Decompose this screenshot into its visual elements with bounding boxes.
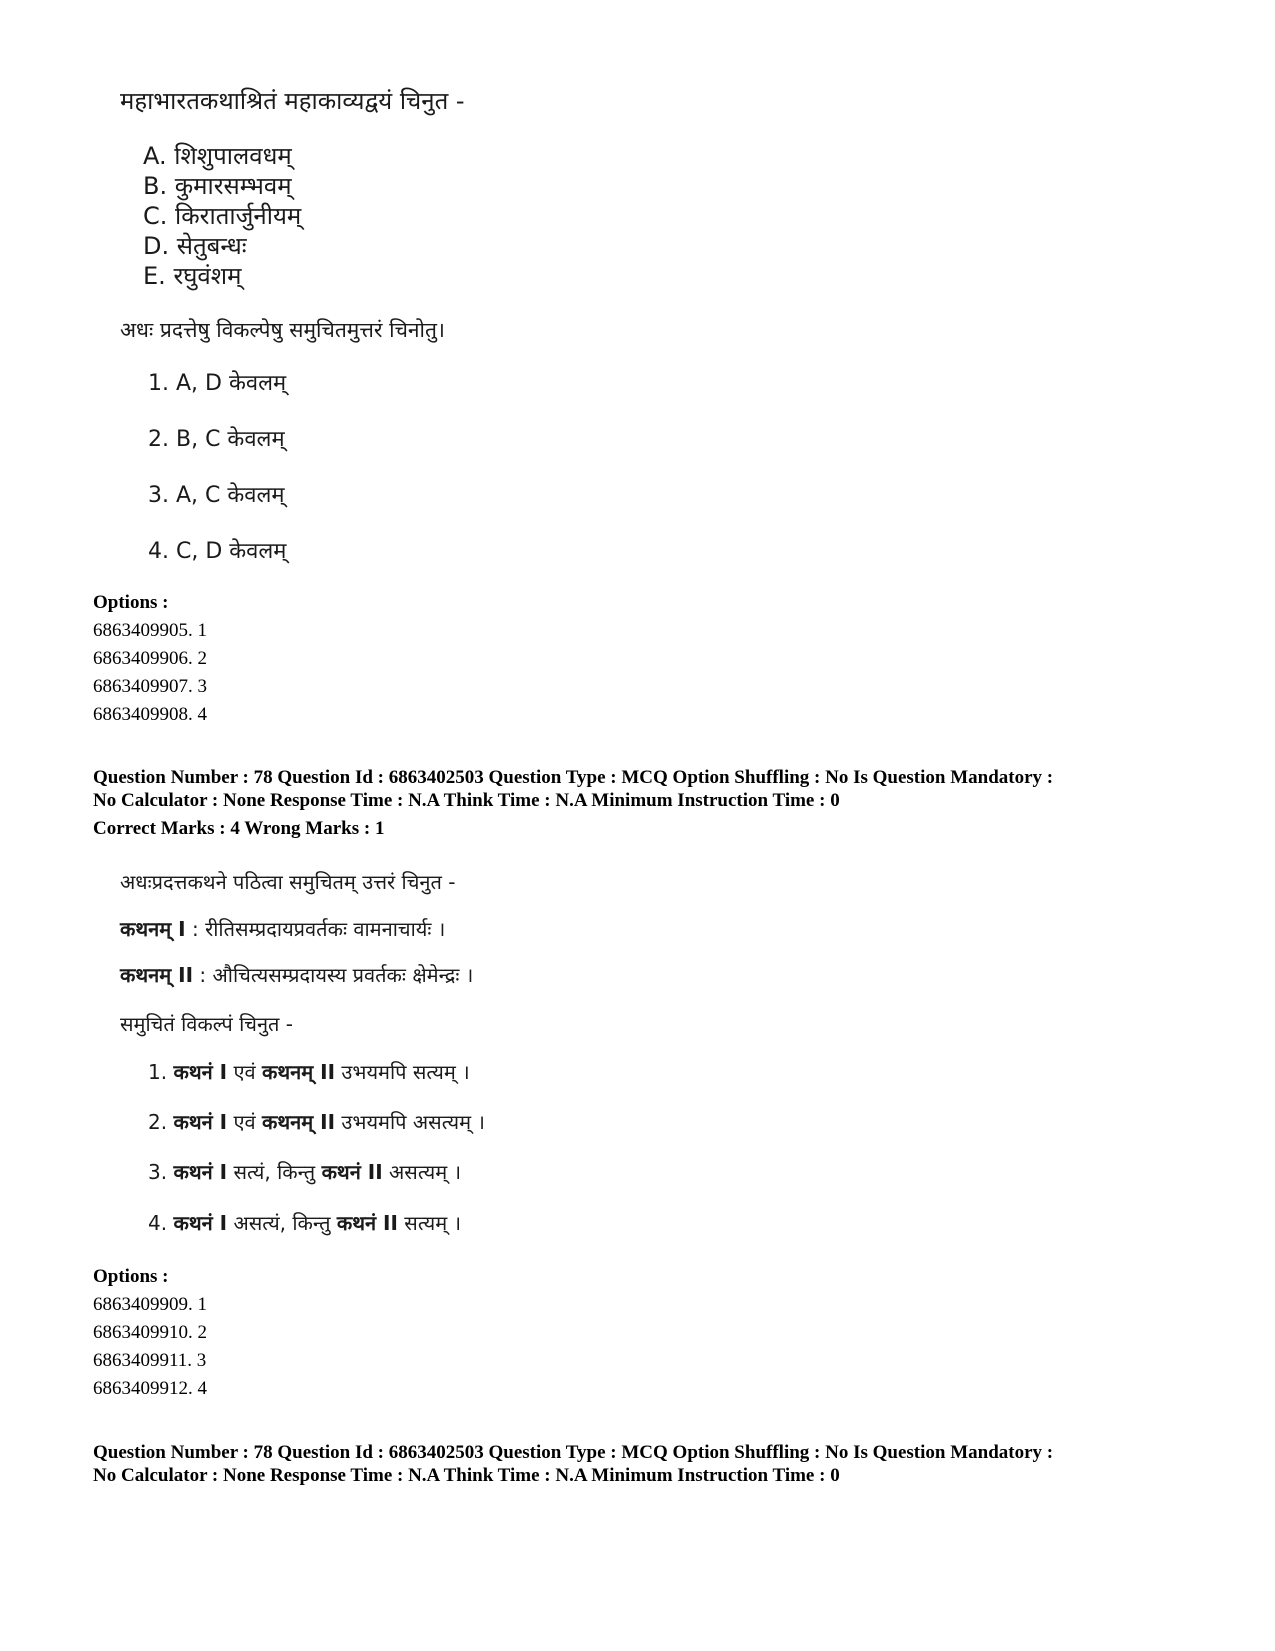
choice-2: 2. कथनं I एवं कथनम् II उभयमपि असत्यम् । <box>148 1110 485 1134</box>
question-meta-line1: Question Number : 78 Question Id : 6863402503 Question Type : MCQ Option Shuffling : No Is Question Mandatory : <box>93 1442 1054 1463</box>
option-id-1: 6863409905. 1 <box>93 620 207 641</box>
item-e: E. रघुवंशम् <box>143 262 242 290</box>
options-label: Options : <box>93 592 169 613</box>
choice-3: 3. कथनं I सत्यं, किन्तु कथनं II असत्यम् । <box>148 1160 462 1184</box>
choice-4: 4. C, D केवलम् <box>148 539 287 564</box>
item-a: A. शिशुपालवधम् <box>143 142 292 170</box>
statement-2: कथनम् II : औचित्यसम्प्रदायस्य प्रवर्तकः क्षेमेन्द्रः । <box>120 963 474 987</box>
choice-1: 1. कथनं I एवं कथनम् II उभयमपि सत्यम् । <box>148 1060 470 1084</box>
instruction: समुचितं विकल्पं चिनुत - <box>120 1012 294 1036</box>
choice-2: 2. B, C केवलम् <box>148 427 285 452</box>
option-id-2: 6863409910. 2 <box>93 1322 207 1343</box>
item-b: B. कुमारसम्भवम् <box>143 172 292 200</box>
item-d: D. सेतुबन्धः <box>143 232 247 260</box>
option-id-3: 6863409911. 3 <box>93 1350 207 1371</box>
choice-3: 3. A, C केवलम् <box>148 483 285 508</box>
option-id-4: 6863409908. 4 <box>93 704 207 725</box>
question-stem: महाभारतकथाश्रितं महाकाव्यद्वयं चिनुत - <box>120 87 465 115</box>
option-id-2: 6863409906. 2 <box>93 648 207 669</box>
question-meta-line2: No Calculator : None Response Time : N.A Think Time : N.A Minimum Instruction Time : 0 <box>93 1465 840 1486</box>
option-id-3: 6863409907. 3 <box>93 676 207 697</box>
choice-1: 1. A, D केवलम् <box>148 371 287 396</box>
instruction: अधः प्रदत्तेषु विकल्पेषु समुचितमुत्तरं चिनोतु। <box>120 318 445 342</box>
question-stem: अधःप्रदत्तकथने पठित्वा समुचितम् उत्तरं चिनुत - <box>120 870 456 894</box>
question-marks: Correct Marks : 4 Wrong Marks : 1 <box>93 818 385 839</box>
statement-1: कथनम् I : रीतिसम्प्रदायप्रवर्तकः वामनाचार्यः । <box>120 917 446 941</box>
options-label: Options : <box>93 1266 169 1287</box>
choice-4: 4. कथनं I असत्यं, किन्तु कथनं II सत्यम् । <box>148 1211 462 1235</box>
item-c: C. किरातार्जुनीयम् <box>143 202 302 230</box>
question-meta-line1: Question Number : 78 Question Id : 6863402503 Question Type : MCQ Option Shuffling : No Is Question Mandatory : <box>93 767 1054 788</box>
option-id-4: 6863409912. 4 <box>93 1378 207 1399</box>
option-id-1: 6863409909. 1 <box>93 1294 207 1315</box>
question-meta-line2: No Calculator : None Response Time : N.A Think Time : N.A Minimum Instruction Time : 0 <box>93 790 840 811</box>
